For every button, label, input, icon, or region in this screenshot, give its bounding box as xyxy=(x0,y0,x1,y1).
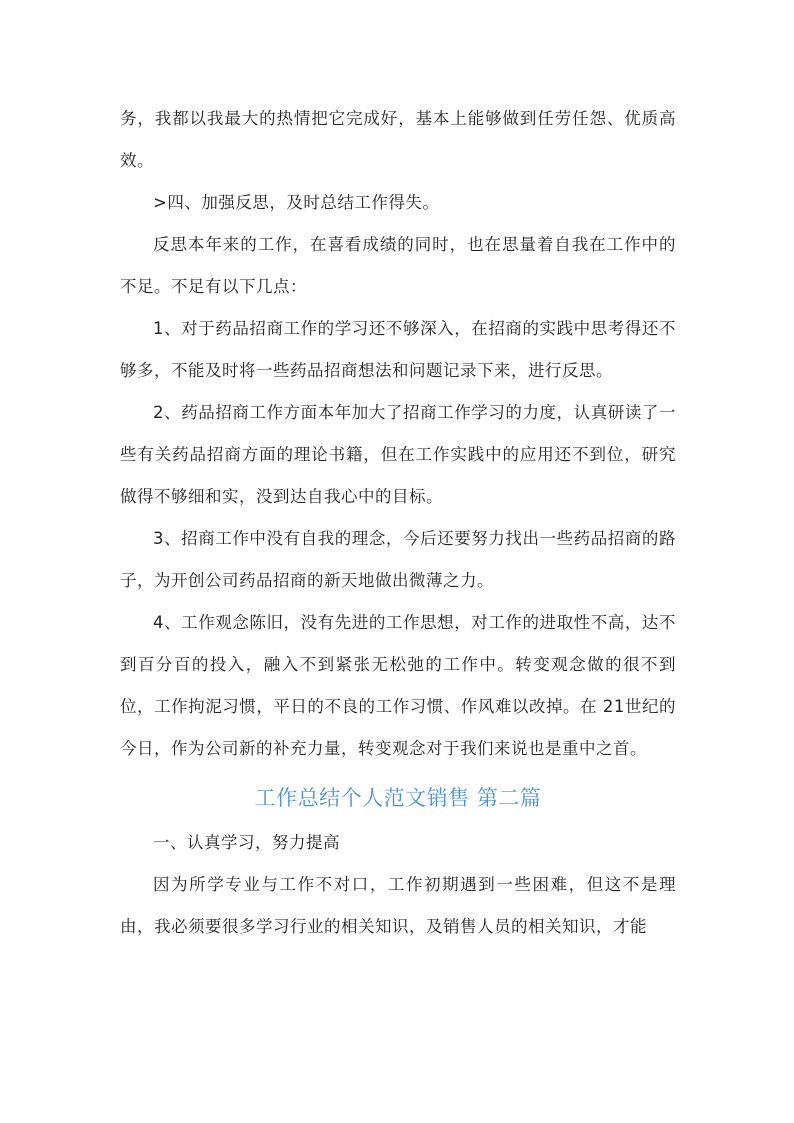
paragraph-continuation: 务，我都以我最大的热情把它完成好，基本上能够做到任劳任怨、优质高效。 xyxy=(120,109,676,170)
paragraph-study: 因为所学专业与工作不对口，工作初期遇到一些困难，但这不是理由，我必须要很多学习行业的相关知识，及销售人员的相关知识，才能 xyxy=(120,875,676,936)
heading-study: 一、认真学习，努力提高 xyxy=(153,833,340,852)
heading-reflection: >四、加强反思，及时总结工作得失。 xyxy=(153,193,440,212)
list-item-shortcoming-1: 1、对于药品招商工作的学习还不够深入，在招商的实践中思考得还不够多，不能及时将一些药品招商想法和问题记录下来，进行反思。 xyxy=(120,319,676,380)
section-title: 工作总结个人范文销售 第二篇 xyxy=(254,786,542,810)
paragraph-reflection-intro: 反思本年来的工作，在喜看成绩的同时，也在思量着自我在工作中的不足。不足有以下几点： xyxy=(120,235,676,296)
list-item-shortcoming-2: 2、药品招商工作方面本年加大了招商工作学习的力度，认真研读了一些有关药品招商方面的理论书籍，但在工作实践中的应用还不到位，研究做得不够细和实，没到达自我心中的目标。 xyxy=(120,403,676,506)
list-item-shortcoming-4: 4、工作观念陈旧，没有先进的工作思想，对工作的进取性不高，达不到百分百的投入，融入不到紧张无松弛的工作中。转变观念做的很不到位，工作拘泥习惯，平日的不良的工作习惯、作风难以改掉。在 21世纪的今日，作为公司新的补充力量，转变观念对于我们来说也是重中之首。 xyxy=(120,613,676,758)
document-body xyxy=(120,98,676,948)
list-item-shortcoming-3: 3、招商工作中没有自我的理念，今后还要努力找出一些药品招商的路子，为开创公司药品招商的新天地做出微薄之力。 xyxy=(120,529,676,590)
